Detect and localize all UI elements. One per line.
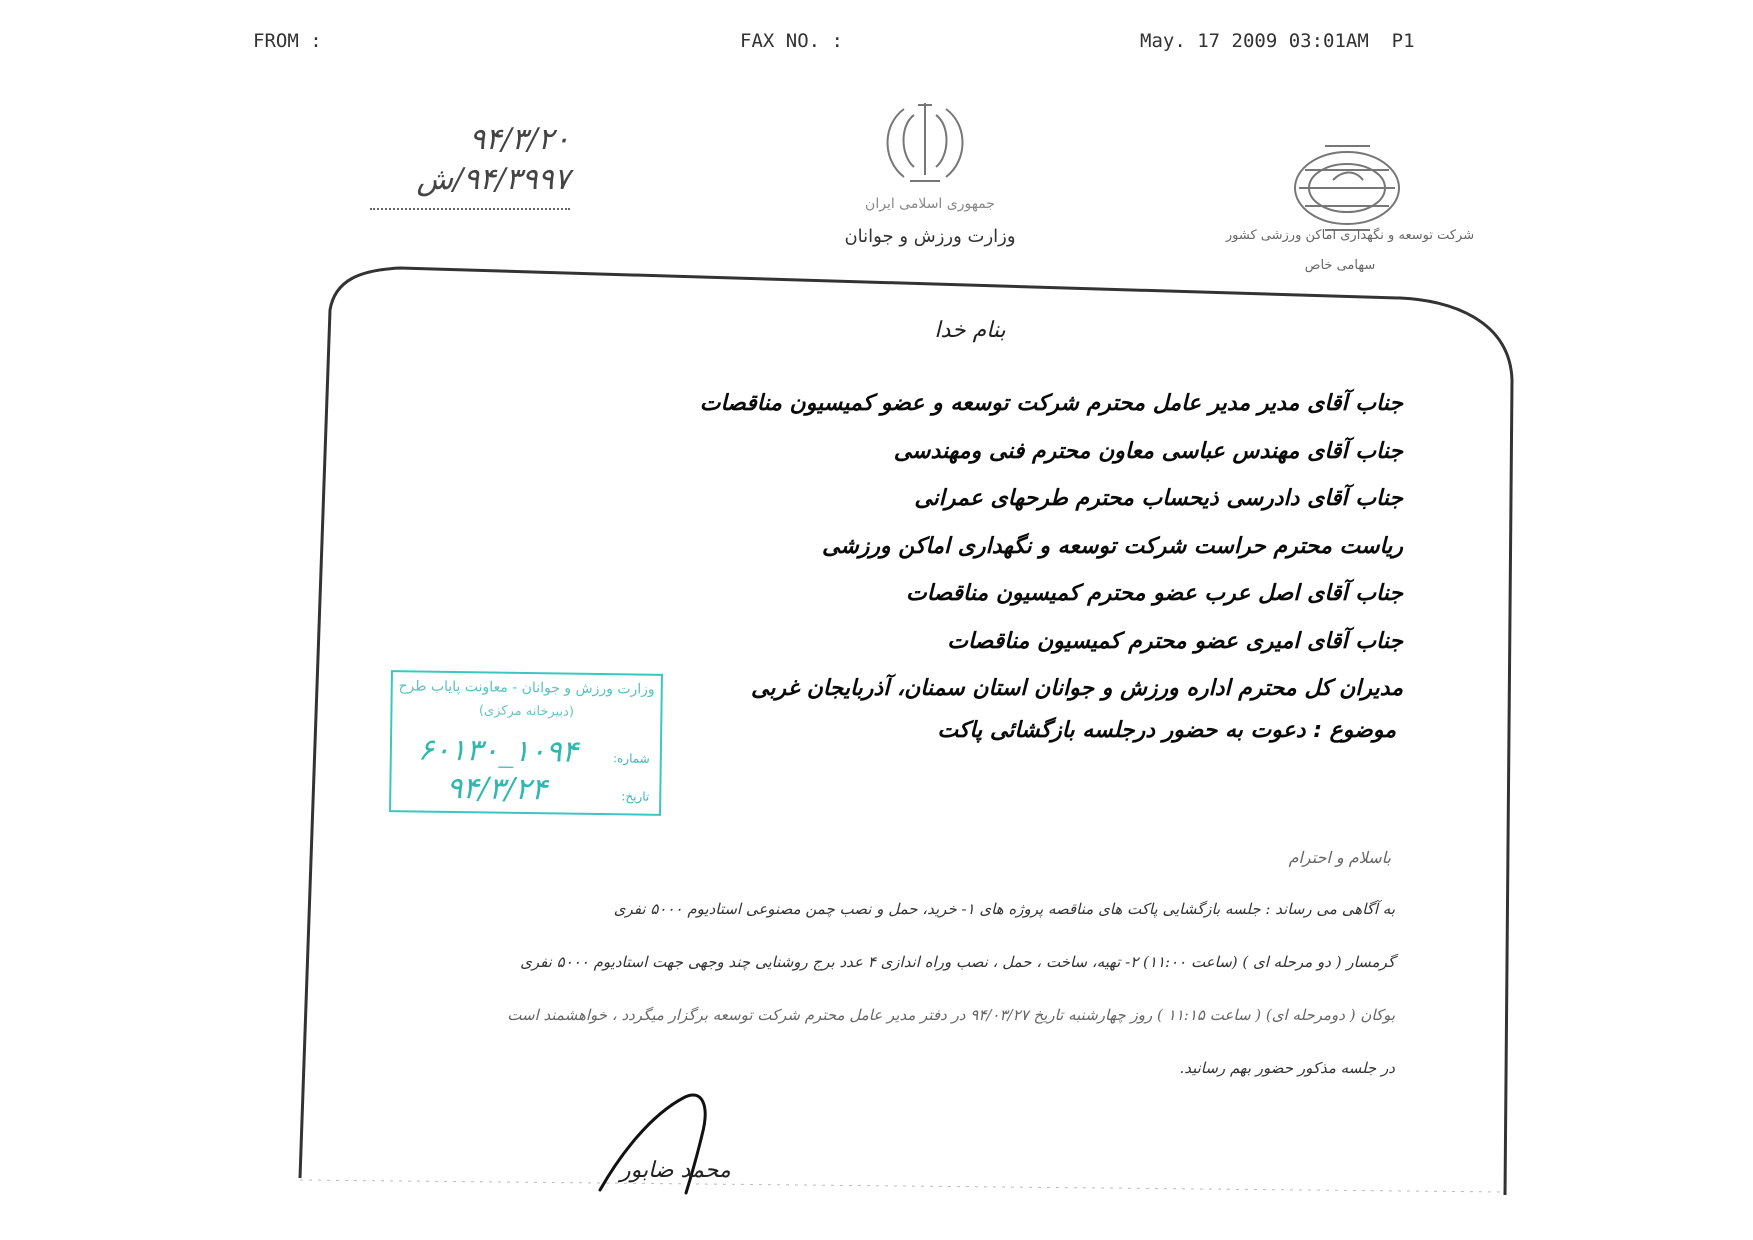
stamp-number: ۱۰۹۴_۶۰۱۳۰ — [417, 732, 579, 770]
stamp-title: وزارت ورزش و جوانان - معاونت پایاب طرح — [398, 678, 655, 698]
company-name: شرکت توسعه و نگهداری اماکن ورزشی کشور — [1225, 228, 1475, 243]
addressee-line: جناب آقای مدیر مدیر عامل محترم شرکت توسعه و عضو کمیسیون مناقصات — [699, 391, 1403, 416]
ministry-country: جمهوری اسلامی ایران — [865, 196, 995, 212]
reference-date: ۹۴/۳/۲۰ — [469, 122, 570, 157]
basmala: بنام خدا — [934, 318, 1006, 343]
fax-page: P1 — [1391, 30, 1415, 52]
stamp-date: ۹۴/۳/۲۴ — [446, 770, 548, 808]
ministry-name: وزارت ورزش و جوانان — [844, 226, 1016, 247]
reference-number: ۹۴/۳۹۹۷/ش — [416, 162, 570, 197]
body-line: به آگاهی می رساند : جلسه بازگشایی پاکت های مناقصه پروژه های ۱- خرید، حمل و نصب چمن مصنوعی استادیوم ۵۰۰۰ نفری — [613, 900, 1395, 918]
body-line: گرمسار ( دو مرحله ای ) (ساعت ۱۱:۰۰) ۲- تهیه، ساخت ، حمل ، نصب وراه اندازی ۴ عدد برج روشنایی چند وجهی جهت استادیوم ۵۰۰۰ نفری — [520, 953, 1395, 971]
body-line: بوکان ( دومرحله ای) ( ساعت ۱۱:۱۵ ) روز چهارشنبه تاریخ ۹۴/۰۳/۲۷ در دفتر مدیر عامل محترم شرکت توسعه برگزار میگردد ، خواهشمند است — [507, 1006, 1395, 1024]
addressee-line: مدیران کل محترم اداره ورزش و جوانان استان سمنان، آذربایجان غربی — [751, 676, 1403, 701]
letter-subject: موضوع : دعوت به حضور درجلسه بازگشائی پاکت — [937, 718, 1396, 743]
addressee-line: جناب آقای مهندس عباسی معاون محترم فنی ومهندسی — [893, 438, 1403, 464]
fax-number: FAX NO. : — [740, 30, 843, 52]
stamp-number-label: شماره: — [612, 751, 650, 766]
addressee-list — [483, 380, 1403, 713]
body-line: در جلسه مذکور حضور بهم رسانید. — [1179, 1059, 1395, 1077]
fax-datetime-value: May. 17 2009 03:01AM — [1140, 30, 1369, 52]
registry-stamp — [389, 670, 663, 816]
addressee-line: جناب آقای اصل عرب عضو محترم کمیسیون مناقصات — [906, 581, 1403, 606]
addressee-line: جناب آقای دادرسی ذیحساب محترم طرحهای عمرانی — [914, 486, 1403, 511]
fax-from: FROM : — [253, 30, 322, 52]
stamp-subtitle: (دبیرخانه مرکزی) — [478, 703, 575, 720]
signer-name: محمد ضابور — [620, 1158, 731, 1183]
greeting: باسلام و احترام — [1288, 848, 1391, 867]
company-type: سهامی خاص — [1304, 258, 1376, 273]
stamp-date-label: تاریخ: — [621, 789, 650, 804]
addressee-line: ریاست محترم حراست شرکت توسعه و نگهداری اماکن ورزشی — [821, 533, 1403, 559]
addressee-line: جناب آقای امیری عضو محترم کمیسیون مناقصات — [947, 628, 1403, 654]
